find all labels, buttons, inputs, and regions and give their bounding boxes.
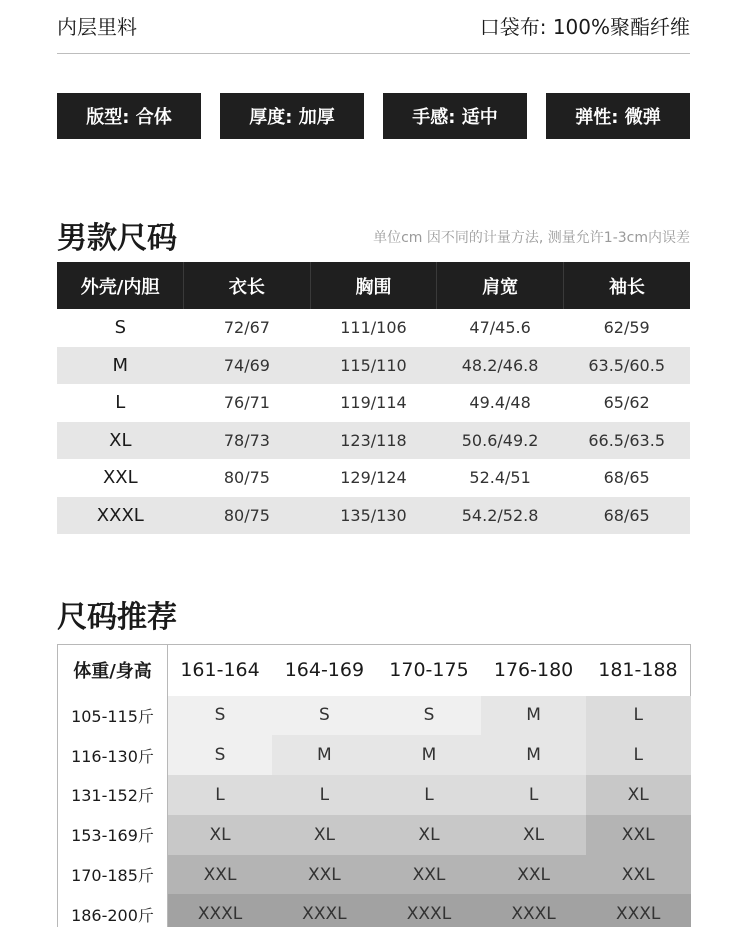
size-cell: XXXL (586, 894, 691, 927)
table-cell: 74/69 (184, 347, 311, 385)
table-cell: 68/65 (563, 497, 690, 535)
table-cell: 65/62 (603, 393, 650, 413)
weight-cell: 153-169斤 (58, 815, 168, 855)
size-cell: S (377, 696, 482, 736)
height-header: 164-169 (272, 645, 377, 696)
table-cell: XL (57, 422, 184, 460)
recommend-header (58, 645, 691, 696)
table-cell: 119/114 (340, 393, 407, 413)
weight-cell: 170-185斤 (58, 855, 168, 895)
table-cell: 62/59 (603, 318, 650, 338)
size-cell: XL (377, 815, 482, 855)
size-cell: XL (481, 815, 586, 855)
size-cell: M (481, 735, 586, 775)
table-cell: 66.5/63.5 (563, 422, 690, 460)
elasticity-tag: 弹性: 微弹 (546, 93, 690, 139)
recommend-title: 尺码推荐 (57, 600, 177, 635)
size-cell: S (168, 696, 273, 736)
table-row (57, 347, 690, 385)
size-cell: S (272, 696, 377, 736)
table-cell: 129/124 (340, 468, 407, 488)
size-recommend-table (57, 644, 691, 927)
attribute-tags (57, 93, 690, 139)
pocket-fabric-label: 口袋布: 100%聚酯纤维 (479, 14, 690, 39)
table-cell: 135/130 (310, 497, 437, 535)
table-row (58, 815, 691, 855)
table-cell: 80/75 (184, 497, 311, 535)
size-cell: M (272, 735, 377, 775)
size-cell: XXL (586, 855, 691, 895)
table-cell: L (115, 392, 126, 414)
size-cell: L (481, 775, 586, 815)
size-cell: XXL (377, 855, 482, 895)
size-cell: M (377, 735, 482, 775)
table-cell: 48.2/46.8 (437, 347, 564, 385)
size-cell: XXL (481, 855, 586, 895)
table-cell: 68/65 (603, 468, 650, 488)
height-header: 176-180 (481, 645, 586, 696)
table-cell: 63.5/60.5 (563, 347, 690, 385)
header-cell: 胸围 (310, 262, 437, 309)
height-header: 161-164 (168, 645, 273, 696)
weight-cell: 116-130斤 (58, 735, 168, 775)
size-cell: XXL (272, 855, 377, 895)
table-row (57, 459, 690, 497)
lining-label: 内层里料 (57, 14, 137, 39)
size-cell: XXXL (377, 894, 482, 927)
table-cell: 50.6/49.2 (437, 422, 564, 460)
table-row (58, 894, 691, 927)
size-cell: M (481, 696, 586, 736)
size-cell: L (272, 775, 377, 815)
size-cell: L (377, 775, 482, 815)
fit-tag: 版型: 合体 (57, 93, 201, 139)
material-row (57, 10, 690, 40)
table-cell: XXXL (57, 497, 184, 535)
size-cell: L (168, 775, 273, 815)
table-row (58, 735, 691, 775)
weight-cell: 131-152斤 (58, 775, 168, 815)
table-row (58, 696, 691, 736)
table-cell: 54.2/52.8 (437, 497, 564, 535)
measurement-note: 单位cm 因不同的计量方法, 测量允许1-3cm内误差 (373, 230, 690, 246)
size-cell: XXXL (481, 894, 586, 927)
table-row (57, 497, 690, 535)
table-cell: 80/75 (223, 468, 270, 488)
table-row (57, 422, 690, 460)
size-cell: XL (168, 815, 273, 855)
table-row (58, 855, 691, 895)
thickness-tag: 厚度: 加厚 (220, 93, 364, 139)
height-header: 170-175 (377, 645, 482, 696)
table-row (57, 384, 690, 422)
hand-feel-tag: 手感: 适中 (383, 93, 527, 139)
weight-cell: 105-115斤 (58, 696, 168, 736)
table-cell: M (57, 347, 184, 385)
table-cell: 115/110 (310, 347, 437, 385)
corner-cell: 体重/身高 (58, 645, 168, 696)
size-cell: L (586, 696, 691, 736)
header-cell: 衣长 (184, 262, 311, 309)
size-cell: L (586, 735, 691, 775)
size-cell: XXL (168, 855, 273, 895)
size-cell: XL (586, 775, 691, 815)
size-chart-table (57, 262, 690, 534)
table-cell: 52.4/51 (469, 468, 531, 488)
table-row (57, 309, 690, 347)
table-cell: 47/45.6 (469, 318, 531, 338)
size-chart-header (57, 262, 690, 309)
table-cell: XXL (102, 467, 138, 489)
table-cell: 111/106 (340, 318, 407, 338)
weight-cell: 186-200斤 (58, 894, 168, 927)
table-cell: 72/67 (223, 318, 270, 338)
header-cell: 袖长 (563, 262, 690, 309)
table-cell: S (114, 317, 127, 339)
table-cell: 123/118 (310, 422, 437, 460)
divider (57, 53, 690, 54)
header-cell: 肩宽 (437, 262, 564, 309)
table-cell: 49.4/48 (469, 393, 531, 413)
size-cell: XXL (586, 815, 691, 855)
table-cell: 76/71 (223, 393, 270, 413)
height-header: 181-188 (586, 645, 691, 696)
size-cell: XXXL (272, 894, 377, 927)
table-row (58, 775, 691, 815)
table-cell: 78/73 (184, 422, 311, 460)
size-cell: XXXL (168, 894, 273, 927)
men-size-title: 男款尺码 (57, 221, 177, 256)
header-cell: 外壳/内胆 (57, 262, 184, 309)
size-cell: XL (272, 815, 377, 855)
size-cell: S (168, 735, 273, 775)
